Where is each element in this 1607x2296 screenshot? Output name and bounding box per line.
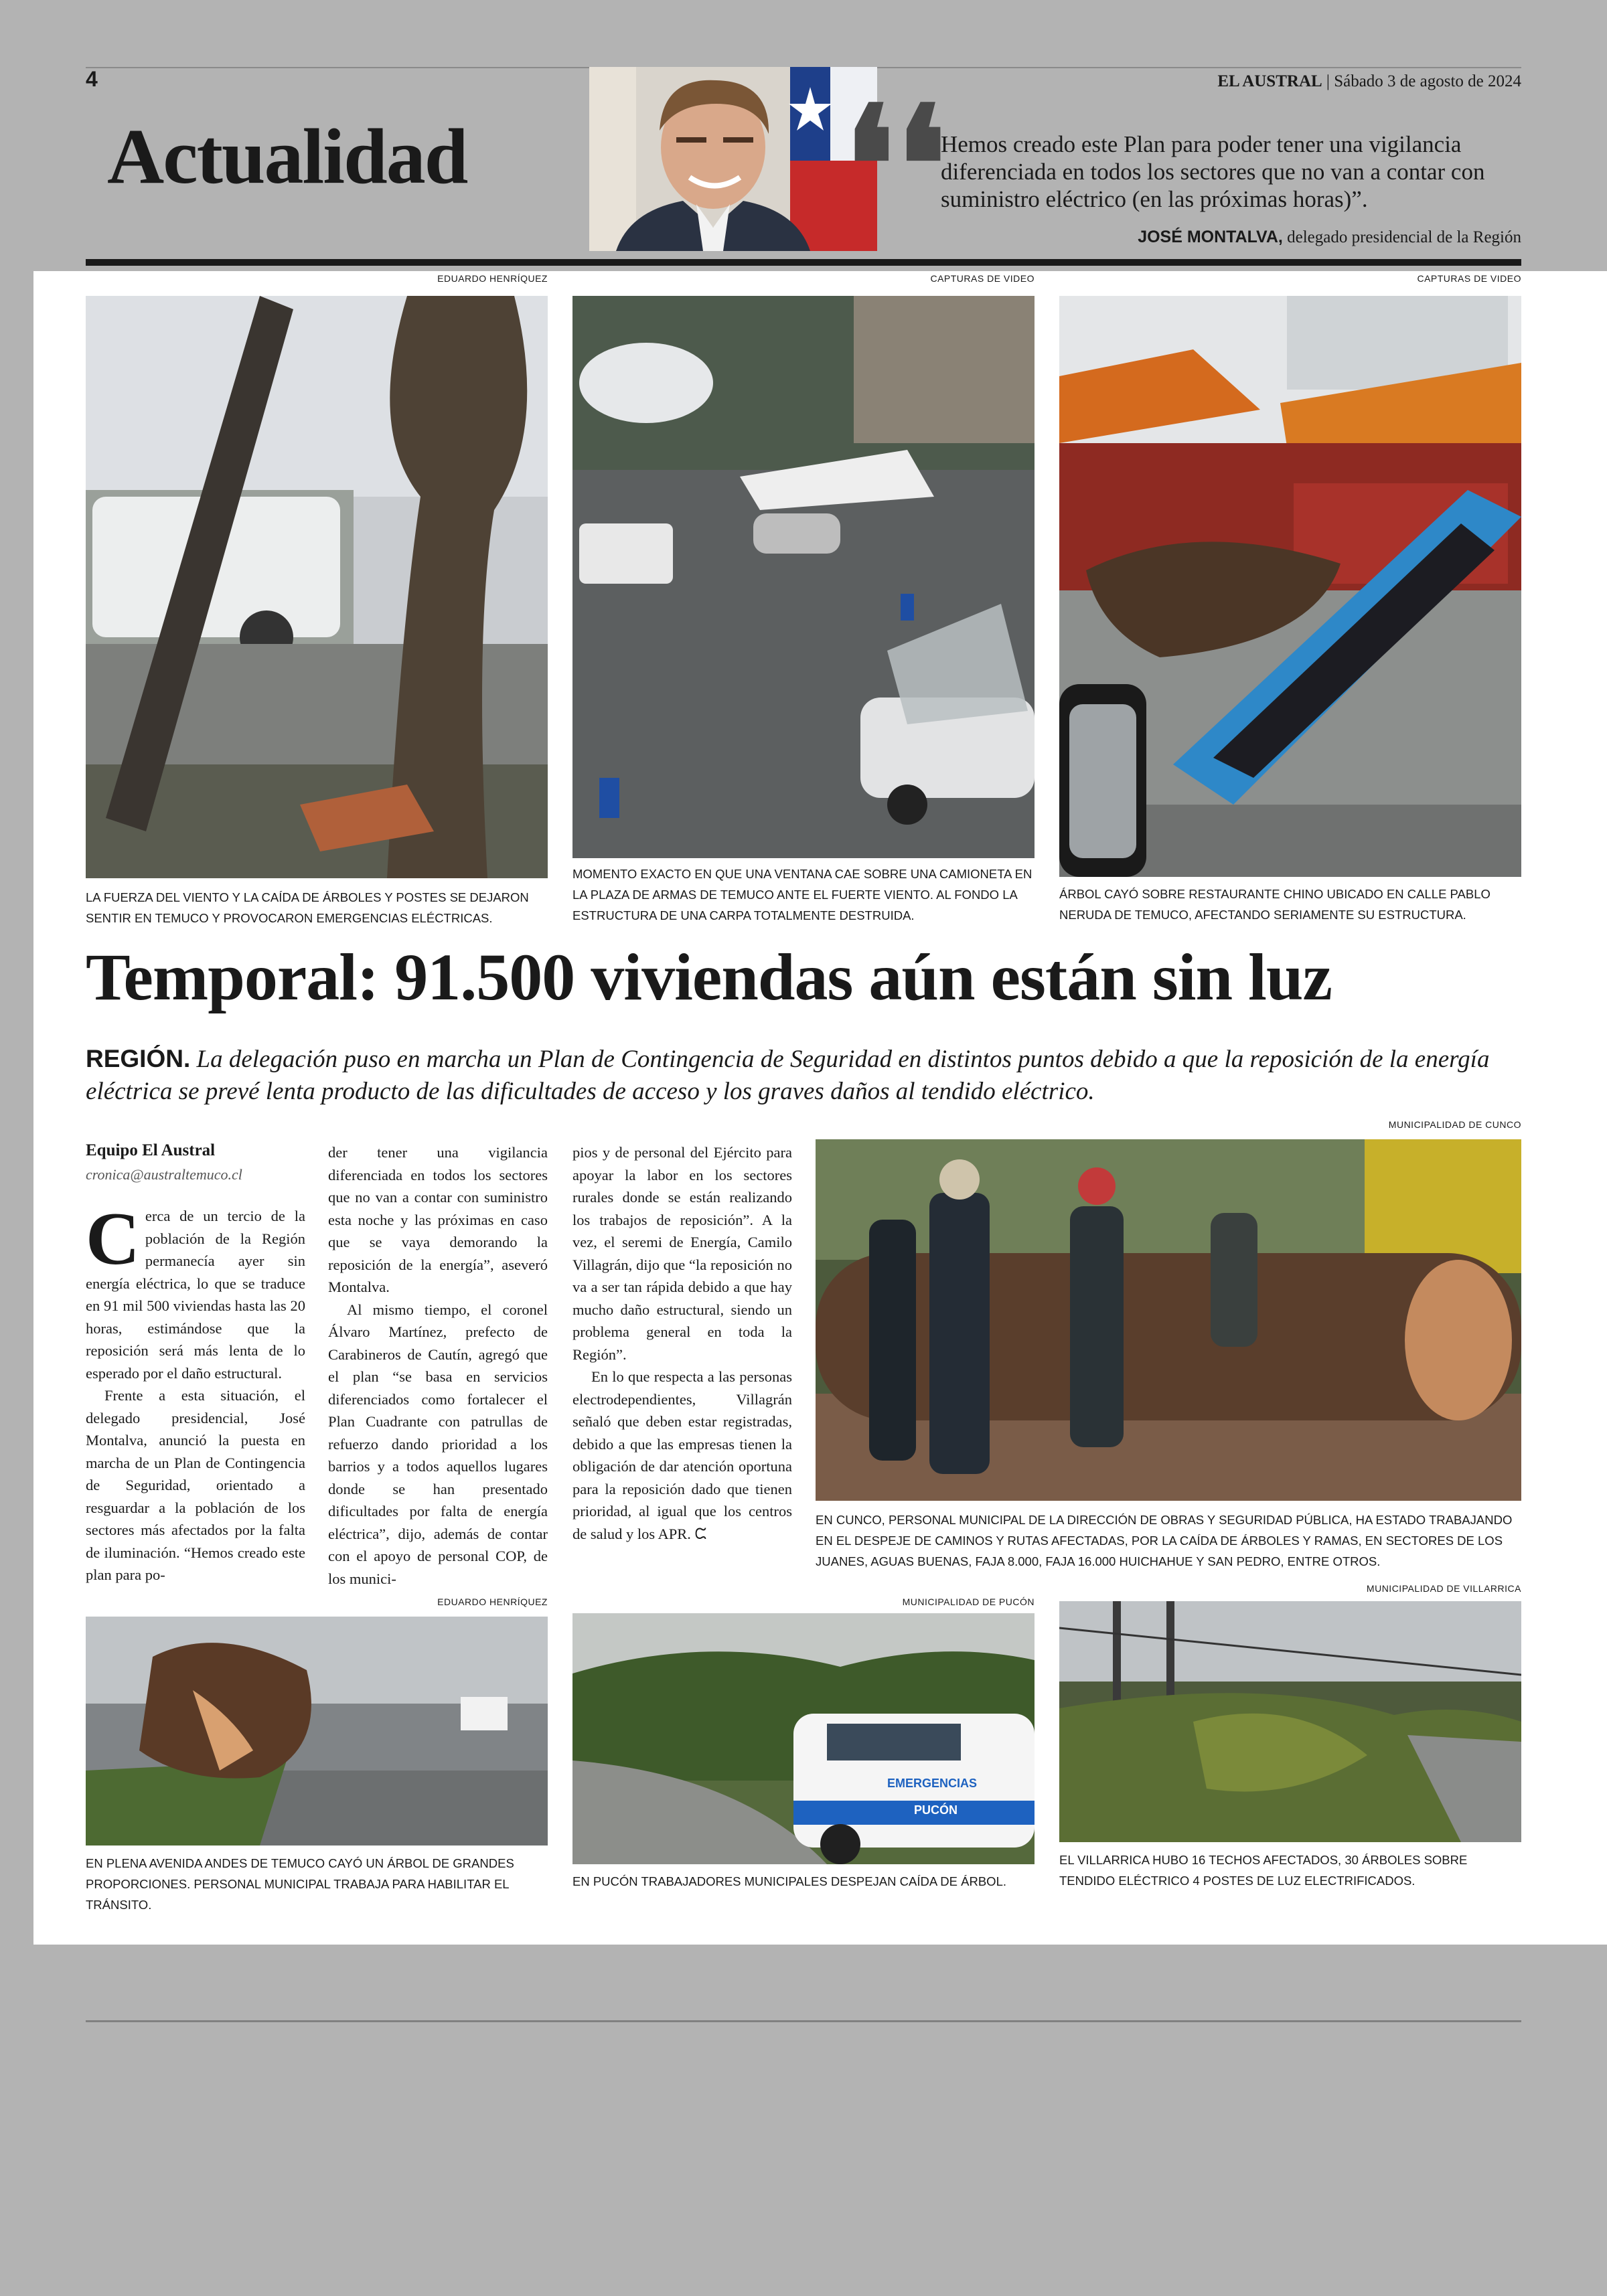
quote-author: JOSÉ MONTALVA,: [1138, 228, 1283, 246]
section-title: Actualidad: [107, 112, 467, 200]
deck-label: REGIÓN.: [86, 1045, 191, 1072]
dateline: EL AUSTRAL | Sábado 3 de agosto de 2024: [1217, 72, 1521, 90]
quote-author-portrait: [589, 67, 877, 251]
issue-date: Sábado 3 de agosto de 2024: [1334, 72, 1521, 90]
bottom-rule: [86, 2020, 1521, 2022]
article-column-1: [86, 1198, 305, 1586]
author-email: cronica@australtemuco.cl: [86, 1166, 242, 1183]
photo-credit: MUNICIPALIDAD DE CUNCO: [1388, 1119, 1521, 1130]
photo-cunco-workers: [816, 1139, 1521, 1501]
pull-quote: Hemos creado este Plan para poder tener una vigilancia diferenciada en todos los sectores que no van a contar con suministro eléctrico (en las próximas horas)”.: [941, 131, 1485, 212]
end-mark-icon: ᙅ: [694, 1525, 707, 1542]
photo-caption: ÁRBOL CAYÓ SOBRE RESTAURANTE CHINO UBICADO EN CALLE PABLO NERUDA DE TEMUCO, AFECTANDO SERIAMENTE SU ESTRUCTURA.: [1059, 887, 1490, 922]
photo-andes-avenue-tree: [86, 1617, 548, 1846]
paragraph: En lo que respecta a las personas electrodependientes, Villagrán señaló que deben estar registradas, debido a que las empresas tienen la obligación de dar atención oportuna para la reposición dado que tienen prioridad, al igual que los centros de salud y los APR.: [572, 1368, 792, 1542]
photo-fallen-pole: [86, 296, 548, 878]
photo-credit: MUNICIPALIDAD DE VILLARRICA: [1366, 1583, 1521, 1594]
photo-caption: EN PUCÓN TRABAJADORES MUNICIPALES DESPEJAN CAÍDA DE ÁRBOL.: [572, 1874, 1006, 1888]
publication-name: EL AUSTRAL: [1217, 72, 1322, 90]
paragraph: erca de un tercio de la población de la Región permanecía ayer sin energía eléctrica, lo que se traduce en 91 mil 500 viviendas hasta las 20 horas, estimándose que la reposición será más lenta de lo esperado por el daño estructural.: [86, 1208, 305, 1382]
paragraph: pios y de personal del Ejército para apoyar la labor en los sectores rurales donde se están realizando los trabajos de reposición”. A la vez, el seremi de Energía, Camilo Villagrán, dijo que “la reposición no va a ser tan rápida debido a que hay mucho daño estructural, siendo un problema general en toda la Región”.: [572, 1144, 792, 1363]
article-deck: [86, 1043, 1521, 1108]
photo-caption: EL VILLARRICA HUBO 16 TECHOS AFECTADOS, 30 ÁRBOLES SOBRE TENDIDO ELÉCTRICO 4 POSTES DE LUZ ELECTRIFICADOS.: [1059, 1853, 1468, 1888]
photo-caption: LA FUERZA DEL VIENTO Y LA CAÍDA DE ÁRBOLES Y POSTES SE DEJARON SENTIR EN TEMUCO Y PROVOCARON EMERGENCIAS ELÉCTRICAS.: [86, 890, 529, 925]
paragraph: Al mismo tiempo, el coronel Álvaro Martínez, prefecto de Carabineros de Cautín, agregó que el plan “se basa en servicios diferenciados como fortalecer el Plan Cuadrante con patrullas de refuerzo dando prioridad a los barrios y a todos aquellos lugares donde se han presentado dificultades por falta de energía eléctrica”, dijo, además de contar con el apoyo de personal COP, de los munici-: [328, 1301, 548, 1587]
photo-credit: MUNICIPALIDAD DE PUCÓN: [902, 1596, 1035, 1607]
photo-chinese-restaurant: [1059, 296, 1521, 877]
vehicle-lettering: EMERGENCIAS: [887, 1777, 978, 1790]
vehicle-lettering: PUCÓN: [914, 1803, 958, 1817]
drop-cap: C: [86, 1198, 140, 1281]
photo-credit: EDUARDO HENRÍQUEZ: [437, 1596, 548, 1607]
deck-text: La delegación puso en marcha un Plan de Contingencia de Seguridad en distintos puntos debido a que la reposición de la energía eléctrica se prevé lenta producto de las dificultades de acceso y los graves daños al tendido eléctrico.: [86, 1046, 1490, 1105]
article-column-3: [572, 1141, 792, 1545]
quote-attribution: [1138, 228, 1521, 247]
photo-caption: MOMENTO EXACTO EN QUE UNA VENTANA CAE SOBRE UNA CAMIONETA EN LA PLAZA DE ARMAS DE TEMUCO ANTE EL FUERTE VIENTO. AL FONDO LA ESTRUCTURA DE UNA CARPA TOTALMENTE DESTRUIDA.: [572, 867, 1032, 922]
photo-plaza-wind: [572, 296, 1035, 858]
article-column-2: [328, 1141, 548, 1590]
header-rule: [86, 259, 1521, 266]
article-headline: Temporal: 91.500 viviendas aún están sin luz: [86, 940, 1332, 1014]
photo-caption: EN CUNCO, PERSONAL MUNICIPAL DE LA DIRECCIÓN DE OBRAS Y SEGURIDAD PÚBLICA, HA ESTADO TRABAJANDO EN EL DESPEJE DE CAMINOS Y RUTAS AFECTADAS, POR LA CAÍDA DE ÁRBOLES Y RAMAS, EN SECTORES DE LOS JUANES, AGUAS BUENAS, FAJA 8.000, FAJA 16.000 HUICHAHUE Y SAN PEDRO, ENTRE OTROS.: [816, 1513, 1513, 1568]
photo-credit: EDUARDO HENRÍQUEZ: [437, 273, 548, 284]
photo-caption: EN PLENA AVENIDA ANDES DE TEMUCO CAYÓ UN ÁRBOL DE GRANDES PROPORCIONES. PERSONAL MUNICIPAL TRABAJA PARA HABILITAR EL TRÁNSITO.: [86, 1856, 514, 1912]
paragraph: der tener una vigilancia diferenciada en todos los sectores que no van a contar con suministro esta noche y las próximas en caso que se vaya demorando la reposición de la energía”, aseveró Montalva.: [328, 1144, 548, 1295]
photo-pucon-emergency: [572, 1613, 1035, 1864]
photo-villarrica-damage: [1059, 1601, 1521, 1842]
page-number: 4: [86, 67, 98, 91]
byline: Equipo El Austral: [86, 1141, 216, 1159]
photo-credit: CAPTURAS DE VIDEO: [930, 273, 1035, 284]
photo-credit: CAPTURAS DE VIDEO: [1417, 273, 1521, 284]
quote-role: delegado presidencial de la Región: [1287, 228, 1521, 246]
paragraph: Frente a esta situación, el delegado presidencial, José Montalva, anunció la puesta en marcha de un Plan de Contingencia de Seguridad, orientado a resguardar a la población de los sectores más afectados por la falta de iluminación. “Hemos creado este plan para po-: [86, 1387, 305, 1583]
quote-mark-icon: ❛❛: [844, 78, 947, 256]
